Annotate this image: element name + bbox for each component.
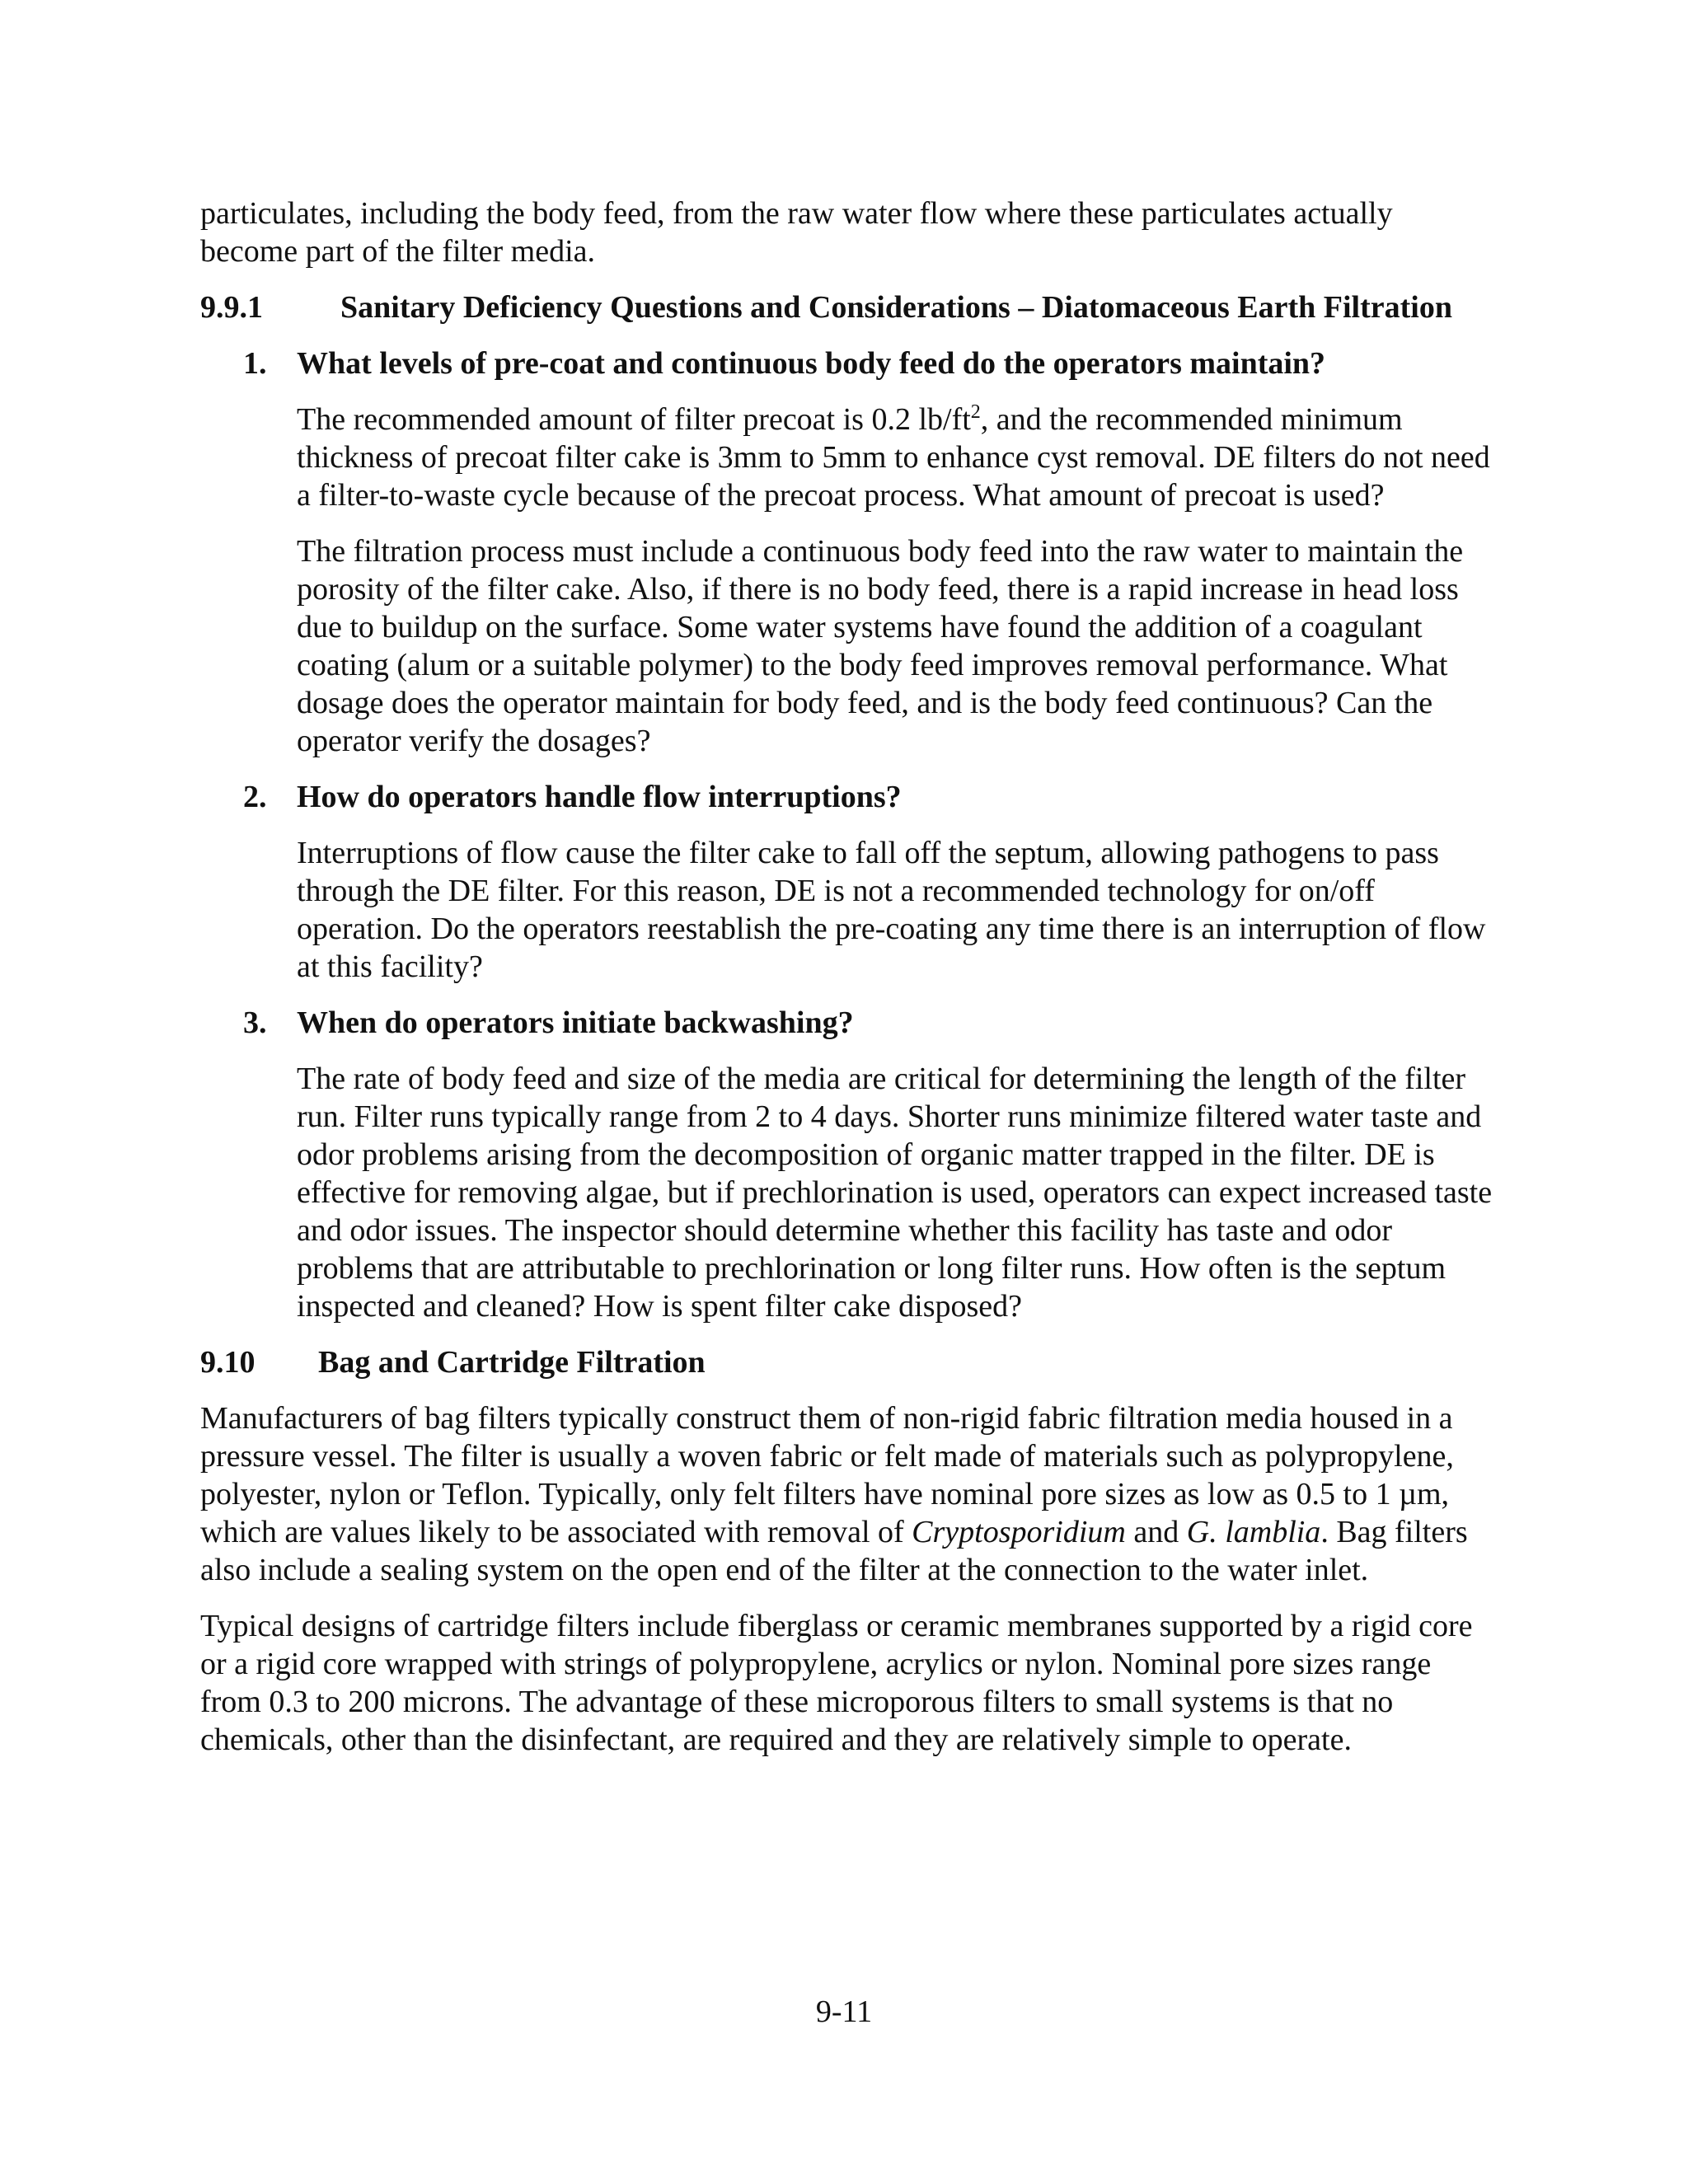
paragraph-text: The recommended amount of filter precoat is 0.2 lb/ft: [297, 402, 971, 437]
question-paragraph: [297, 401, 1494, 514]
question-item: [243, 1004, 1494, 1325]
section-heading-9-9-1: [200, 288, 1494, 326]
section-number: 9.9.1: [200, 290, 263, 325]
question-number: 2.: [243, 780, 267, 814]
question-title: [243, 344, 1494, 382]
question-paragraph: The rate of body feed and size of the media are critical for determining the length of the filter run. Filter runs typically range from 2 to 4 days. Shorter runs minimize filtered water taste and odor problems arising from the decomposition of organic matter trapped in the filter. DE is effective for removing algae, but if prechlorination is used, operators can expect increased taste and odor issues. The inspector should determine whether this facility has taste and odor problems that are attributable to prechlorination or long filter runs. How often is the septum inspected and cleaned? How is spent filter cake disposed?: [297, 1062, 1493, 1324]
cartridge-filter-paragraph: Typical designs of cartridge filters include fiberglass or ceramic membranes supported by a rigid core or a rigid core wrapped with strings of polypropylene, acrylics or nylon. Nominal pore sizes range from 0.3 to 200 microns. The advantage of these microporous filters to small systems is that no chemicals, other than the disinfectant, are required and they are relatively simple to operate.: [200, 1609, 1473, 1757]
question-text: How do operators handle flow interruptions?: [297, 780, 902, 814]
question-text: When do operators initiate backwashing?: [297, 1005, 854, 1040]
section-title: Bag and Cartridge Filtration: [318, 1345, 706, 1380]
document-page: [200, 194, 1494, 1777]
question-body: [297, 401, 1494, 760]
question-body: [297, 834, 1494, 986]
section-heading-9-10: [200, 1343, 1494, 1381]
question-item: [243, 344, 1494, 760]
paragraph-text: Manufacturers of bag filters typically construct them of non-rigid fabric filtration media housed in a pressure vessel. The filter is usually a woven fabric or felt made of materials such as polypropylene, polyester, nylon or Teflon. Typically, only felt filters have nominal pore sizes as low as 0.5 to 1 µm, which are values likely to be associated with removal of: [200, 1401, 1454, 1549]
intro-paragraph: particulates, including the body feed, from the raw water flow where these particulates actually become part of the filter media.: [200, 196, 1393, 269]
paragraph-text: , and the recommended minimum thickness of precoat filter cake is 3mm to 5mm to enhance cyst removal. DE filters do not need a filter-to-waste cycle because of the precoat process. What amount of precoat is used?: [297, 402, 1490, 513]
question-paragraph: The filtration process must include a continuous body feed into the raw water to maintain the porosity of the filter cake. Also, if there is no body feed, there is a rapid increase in head loss due to buildup on the surface. Some water systems have found the addition of a coagulant coating (alum or a suitable polymer) to the body feed improves removal performance. What dosage does the operator maintain for body feed, and is the body feed continuous? Can the operator verify the dosages?: [297, 534, 1464, 758]
page-number: 9-11: [815, 1994, 873, 2029]
superscript: 2: [970, 401, 981, 423]
question-number: 3.: [243, 1005, 267, 1040]
paragraph-text: . Bag filters also include a sealing system on the open end of the filter at the connection to the water inlet.: [200, 1515, 1468, 1587]
paragraph-text: and: [1125, 1515, 1187, 1549]
section-title: Sanitary Deficiency Questions and Considerations – Diatomaceous Earth Filtration: [340, 290, 1452, 325]
bag-filter-paragraph: [200, 1399, 1494, 1589]
italic-term: Cryptosporidium: [912, 1515, 1126, 1549]
question-body: [297, 1060, 1494, 1325]
question-title: [243, 1004, 1494, 1042]
italic-term: G. lamblia: [1186, 1515, 1321, 1549]
question-number: 1.: [243, 346, 267, 381]
question-paragraph: Interruptions of flow cause the filter cake to fall off the septum, allowing pathogens to pass through the DE filter. For this reason, DE is not a recommended technology for on/off operation. Do the operators reestablish the pre-coating any time there is an interruption of flow at this facility?: [297, 836, 1486, 984]
question-title: [243, 778, 1494, 816]
section-number: 9.10: [200, 1345, 256, 1380]
question-item: [243, 778, 1494, 986]
question-list: [243, 344, 1494, 1325]
question-text: What levels of pre-coat and continuous body feed do the operators maintain?: [297, 346, 1326, 381]
